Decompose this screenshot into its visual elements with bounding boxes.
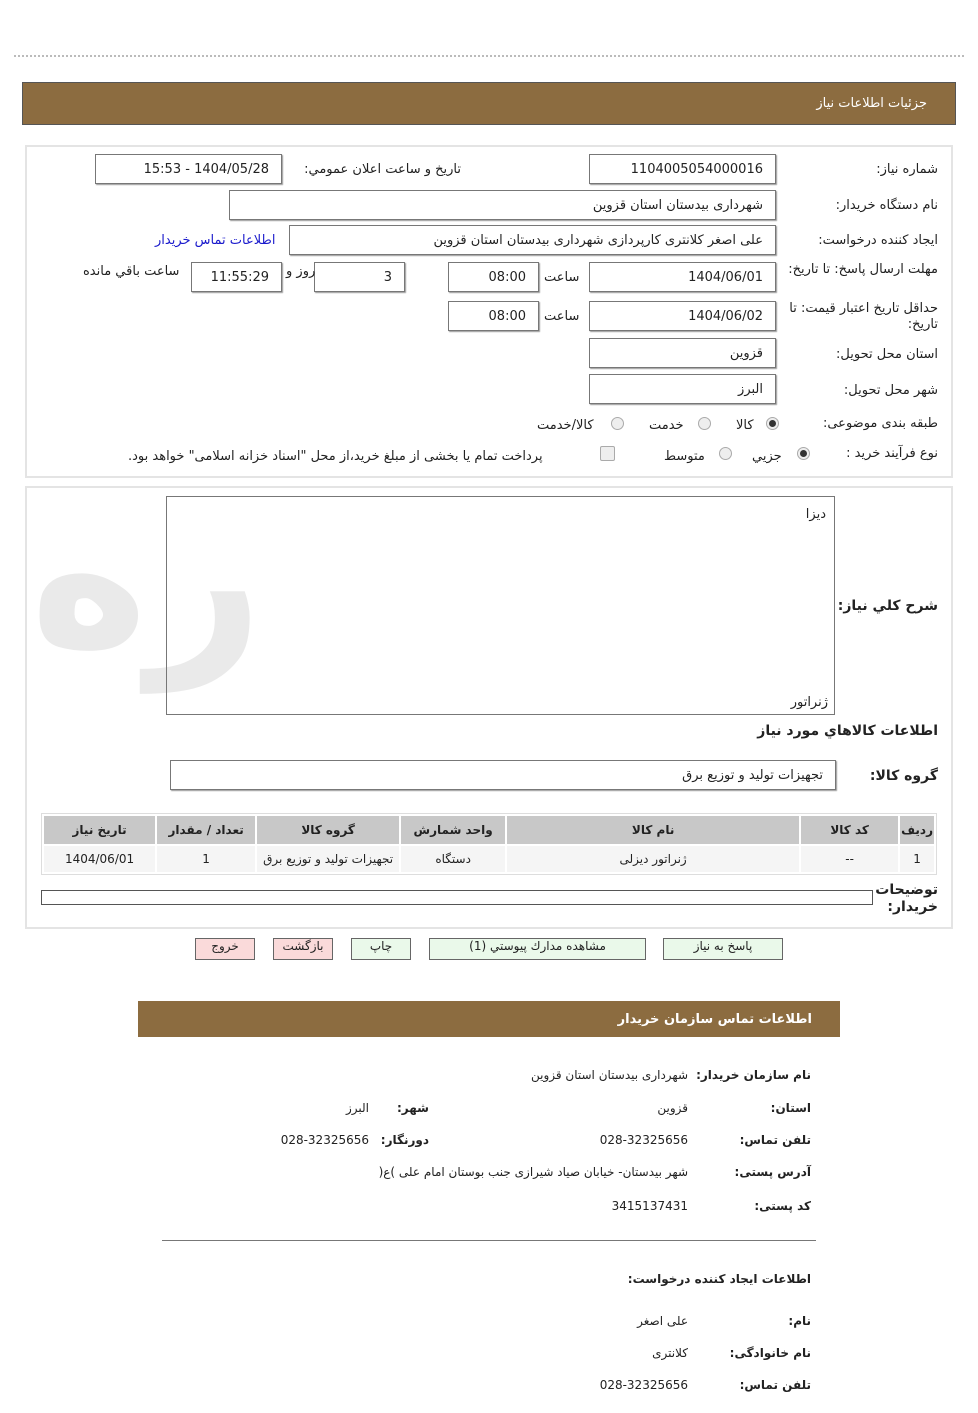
province-label: استان: xyxy=(770,1101,811,1115)
deadline-label: مهلت ارسال پاسخ: تا تاریخ: xyxy=(788,262,938,277)
description-textarea[interactable] xyxy=(166,496,835,715)
category-option-goods: کالا xyxy=(736,418,754,433)
postal-label: کد پستی: xyxy=(754,1199,811,1213)
col-header: تعداد / مقدار xyxy=(157,816,255,844)
address-label: آدرس پستی: xyxy=(734,1165,811,1179)
category-option-both: کالا/خدمت xyxy=(537,418,594,433)
table-header-row xyxy=(44,816,934,844)
col-header: رديف xyxy=(900,816,934,844)
cell: ژنراتور دیزلی xyxy=(507,846,799,872)
hour-label: ساعت xyxy=(544,270,580,285)
remaining-label: ساعت باقي مانده xyxy=(83,264,180,279)
fax-value: 028-32325656 xyxy=(280,1133,369,1147)
goods-table xyxy=(41,813,937,875)
buyer-notes-label: توضیحات خریدار: xyxy=(875,882,938,915)
category-radio-service[interactable] xyxy=(698,417,711,430)
col-header: گروه کالا xyxy=(257,816,399,844)
postal-value: 3415137431 xyxy=(611,1199,688,1213)
days-field: 3 xyxy=(314,262,405,292)
contact-title: اطلاعات تماس سازمان خریدار xyxy=(617,1011,812,1027)
cell: 1404/06/01 xyxy=(44,846,155,872)
province-label: استان محل تحویل: xyxy=(836,347,938,362)
view-documents-button[interactable]: مشاهده مدارك پيوستي (1) xyxy=(429,938,646,960)
cell: تجهیزات تولید و توزیع برق xyxy=(257,846,399,872)
category-radio-goods[interactable] xyxy=(766,417,779,430)
creator-phone-value: 028-32325656 xyxy=(599,1378,688,1392)
divider xyxy=(162,1240,816,1241)
buyer-field: شهرداری بیدستان استان قزوین xyxy=(229,190,776,220)
page-header xyxy=(22,82,956,125)
days-label: روز و xyxy=(286,264,316,279)
announce-label: تاريخ و ساعت اعلان عمومي: xyxy=(304,162,461,177)
col-header: نام کالا xyxy=(507,816,799,844)
description-label: شرح كلي نياز: xyxy=(837,598,938,614)
validity-label: حداقل تاریخ اعتبار قیمت: تا تاریخ: xyxy=(789,301,938,332)
exit-button[interactable]: خروج xyxy=(195,938,255,960)
print-button[interactable]: چاپ xyxy=(351,938,411,960)
treasury-checkbox[interactable] xyxy=(600,446,615,461)
validity-hour-label: ساعت xyxy=(544,309,580,324)
deadline-time-field: 08:00 xyxy=(448,262,539,292)
family-label: نام خانوادگی: xyxy=(729,1346,811,1360)
validity-time-field: 08:00 xyxy=(448,301,539,331)
phone-value: 028-32325656 xyxy=(599,1133,688,1147)
reply-button[interactable]: پاسخ به نیاز xyxy=(663,938,783,960)
table-row xyxy=(44,846,934,872)
name-label: نام: xyxy=(788,1314,811,1328)
cell: 1 xyxy=(157,846,255,872)
city-value: البرز xyxy=(345,1101,369,1115)
need-number-label: شماره نیاز: xyxy=(876,162,938,177)
process-radio-medium[interactable] xyxy=(719,447,732,460)
col-header: واحد شمارش xyxy=(401,816,505,844)
page-title: جزئیات اطلاعات نیاز xyxy=(816,96,927,111)
province-value: قزوین xyxy=(657,1101,688,1115)
process-option-medium: متوسط xyxy=(664,449,705,464)
remaining-time-field: 11:55:29 xyxy=(191,262,282,292)
col-header: تاریخ نیاز xyxy=(44,816,155,844)
col-header: کد کالا xyxy=(801,816,898,844)
province-field: قزوین xyxy=(589,338,776,368)
org-value: شهرداری بیدستان استان قزوین xyxy=(530,1068,688,1082)
category-option-service: خدمت xyxy=(649,418,684,433)
announce-field: 1404/05/28 - 15:53 xyxy=(95,154,282,184)
city-label: شهر: xyxy=(397,1101,429,1115)
goods-title: اطلاعات كالاهاي مورد نياز xyxy=(757,723,938,739)
creator-field: علی اصغر کلانتری کارپردازی شهرداری بیدستان استان قزوین xyxy=(289,225,776,255)
cell: دستگاه xyxy=(401,846,505,872)
payment-note: پرداخت تمام یا بخشی از مبلغ خرید،از محل "اسناد خزانه اسلامی" خواهد بود. xyxy=(128,449,543,464)
fax-label: دورنگار: xyxy=(380,1133,429,1147)
family-value: کلانتری xyxy=(652,1346,688,1360)
address-value: شهر بیدستان- خیابان صیاد شیرازی جنب بوستان امام علی )ع( xyxy=(378,1165,688,1179)
goods-group-field: تجهیزات تولید و توزیع برق xyxy=(170,760,836,790)
buyer-contact-link[interactable]: اطلاعات تماس خریدار xyxy=(155,233,276,248)
category-radio-both[interactable] xyxy=(611,417,624,430)
process-option-minor: جزيي xyxy=(752,449,782,464)
city-field: البرز xyxy=(589,374,776,404)
contact-header xyxy=(138,1001,840,1037)
validity-date-field: 1404/06/02 xyxy=(589,301,776,331)
process-label: نوع فرآیند خرید : xyxy=(846,446,938,461)
creator-info-title: اطلاعات ایجاد کننده درخواست: xyxy=(627,1272,811,1286)
city-label: شهر محل تحویل: xyxy=(843,383,938,398)
creator-phone-label: تلفن تماس: xyxy=(739,1378,811,1392)
description-line: ژنراتور xyxy=(790,695,828,710)
cell: -- xyxy=(801,846,898,872)
deadline-date-field: 1404/06/01 xyxy=(589,262,776,292)
buyer-label: نام دستگاه خریدار: xyxy=(835,198,938,213)
divider xyxy=(14,55,964,57)
org-label: نام سازمان خریدار: xyxy=(696,1068,811,1082)
description-line: دیزا xyxy=(805,507,826,522)
cell: 1 xyxy=(900,846,934,872)
need-number-field: 1104005054000016 xyxy=(589,154,776,184)
watermark-logo: ره xyxy=(30,460,264,693)
phone-label: تلفن تماس: xyxy=(739,1133,811,1147)
name-value: علی اصغر xyxy=(637,1314,688,1328)
creator-label: ایجاد کننده درخواست: xyxy=(818,233,938,248)
buyer-notes-field xyxy=(41,890,873,905)
goods-group-label: گروه كالا: xyxy=(869,768,938,784)
category-label: طبقه بندی موضوعی: xyxy=(822,416,938,431)
process-radio-minor[interactable] xyxy=(797,447,810,460)
back-button[interactable]: بازگشت xyxy=(273,938,333,960)
